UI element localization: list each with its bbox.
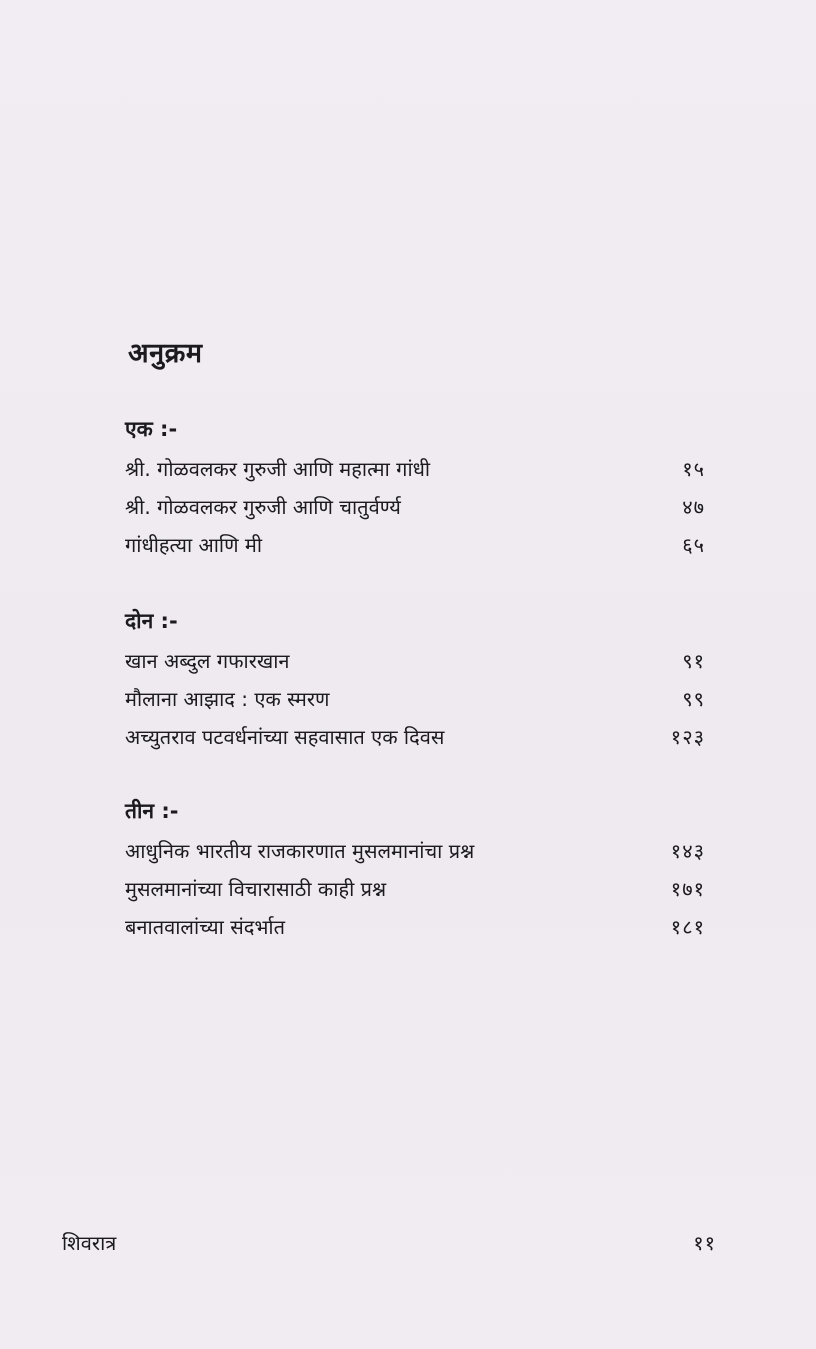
entry-title: श्री. गोळवलकर गुरुजी आणि चातुर्वर्ण्य — [125, 495, 401, 519]
entry-title: अच्युतराव पटवर्धनांच्या सहवासात एक दिवस — [125, 725, 445, 749]
section-heading: दोन :- — [125, 609, 178, 633]
toc-entry — [125, 832, 715, 870]
toc-entry — [125, 488, 715, 526]
toc-title: अनुक्रम — [128, 338, 203, 369]
entry-page-number: ६५ — [682, 533, 705, 557]
entry-page-number: १४३ — [670, 839, 705, 863]
toc-entry — [125, 526, 715, 564]
section-heading: एक :- — [125, 417, 178, 441]
toc-entry — [125, 450, 715, 488]
entry-page-number: ४७ — [682, 495, 705, 519]
toc-section-3 — [125, 796, 715, 946]
entry-title: आधुनिक भारतीय राजकारणात मुसलमानांचा प्रश्न — [125, 839, 475, 863]
entry-page-number: १७१ — [670, 877, 705, 901]
entry-title: गांधीहत्या आणि मी — [125, 533, 263, 557]
entry-page-number: १८१ — [670, 915, 705, 939]
entry-page-number: १२३ — [670, 725, 705, 749]
running-footer-book-title: शिवरात्र — [62, 1231, 117, 1255]
toc-entry — [125, 870, 715, 908]
toc-entry — [125, 908, 715, 946]
entry-title: खान अब्दुल गफारखान — [125, 649, 290, 673]
entry-page-number: ९९ — [682, 687, 705, 711]
toc-section-2 — [125, 606, 715, 756]
section-heading: तीन :- — [125, 799, 179, 823]
entry-title: बनातवालांच्या संदर्भात — [125, 915, 285, 939]
entry-title: मुसलमानांच्या विचारासाठी काही प्रश्न — [125, 877, 387, 901]
toc-entry — [125, 680, 715, 718]
toc-section-1 — [125, 414, 715, 564]
entry-page-number: १५ — [682, 457, 705, 481]
entry-page-number: ९१ — [682, 649, 705, 673]
entry-title: मौलाना आझाद : एक स्मरण — [125, 687, 330, 711]
entry-title: श्री. गोळवलकर गुरुजी आणि महात्मा गांधी — [125, 457, 431, 481]
toc-entry — [125, 718, 715, 756]
toc-entry — [125, 642, 715, 680]
page-number: ११ — [693, 1231, 716, 1255]
